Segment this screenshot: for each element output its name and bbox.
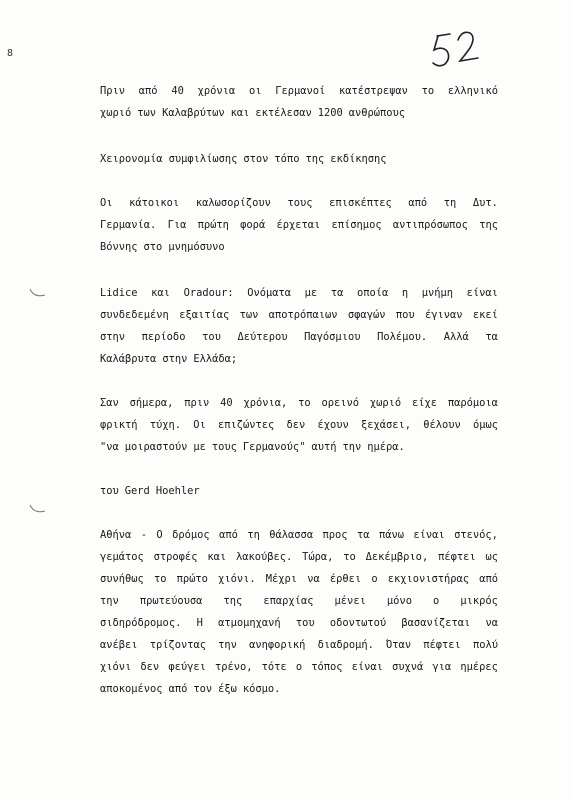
text-line: ανέβει τρίζοντας την ανηφορική διαδρομή. Όταν πέφτει πολύ	[100, 639, 498, 651]
paragraph-anniversary	[100, 392, 498, 458]
text-line: του Gerd Hoehler	[100, 485, 200, 497]
margin-mark	[28, 286, 48, 300]
text-line: στην περίοδο του Δεύτερου Παγόσμιου Πολέμου. Αλλά τα	[100, 331, 498, 343]
byline	[100, 480, 498, 502]
text-line: Βόννης στο μνημόσυνο	[100, 241, 225, 253]
lead-paragraph	[100, 192, 498, 258]
text-line: Χειρονομία συμφιλίωσης στον τόπο της εκδίκησης	[100, 153, 387, 165]
margin-mark	[28, 502, 48, 516]
paragraph-lidice	[100, 282, 498, 370]
text-line: Πριν από 40 χρόνια οι Γερμανοί κατέστρεψαν το ελληνικό	[100, 85, 498, 97]
paragraph-athens	[100, 524, 498, 700]
text-line: γεμάτος στροφές και λακούβες. Τώρα, το Δεκέμβριο, πέφτει ως	[100, 551, 498, 563]
text-line: Γερμανία. Για πρώτη φορά έρχεται επίσημος αντιπρόσωπος της	[100, 219, 498, 231]
text-line: συνδεδεμένη εξαιτίας των αποτρόπαιων σφαγών που έγιναν εκεί	[100, 309, 498, 321]
text-line: φρικτή τύχη. Οι επιζώντες δεν έχουν ξεχάσει, θέλουν όμως	[100, 419, 498, 431]
text-line: Αθήνα - Ο δρόμος από τη θάλασσα προς τα πάνω είναι στενός,	[100, 529, 498, 541]
text-line: Lidice και Oradour: Ονόματα με τα οποία η μνήμη είναι	[100, 287, 498, 299]
text-line: αποκομένος από τον έξω κόσμο.	[100, 683, 281, 695]
text-line: χιόνι δεν φεύγει τρένο, τότε ο τόπος είναι συχνά για ημέρες	[100, 661, 498, 673]
text-line: σιδηρόδρομος. Η ατμομηχανή του οδοντωτού βασανίζεται να	[100, 617, 498, 629]
text-line: "να μοιραστούν με τους Γερμανούς" αυτή την ημέρα.	[100, 441, 405, 453]
page-number: 8	[7, 48, 14, 59]
text-line: συνήθως το πρώτο χιόνι. Μέχρι να έρθει ο εκχιονιστήρας από	[100, 573, 498, 585]
text-line: Σαν σήμερα, πριν 40 χρόνια, το ορεινό χωριό είχε παρόμοια	[100, 397, 498, 409]
text-line: Οι κάτοικοι καλωσορίζουν τους επισκέπτες από τη Δυτ.	[100, 197, 498, 209]
headline	[100, 80, 498, 124]
handwritten-page-number	[428, 24, 488, 72]
text-line: την πρωτεύουσα της επαρχίας μένει μόνο ο μικρός	[100, 595, 498, 607]
text-line: Καλάβρυτα στην Ελλάδα;	[100, 353, 238, 365]
text-line: χωριό των Καλαβρύτων και εκτέλεσαν 1200 ανθρώπους	[100, 107, 406, 119]
subtitle	[100, 148, 498, 170]
